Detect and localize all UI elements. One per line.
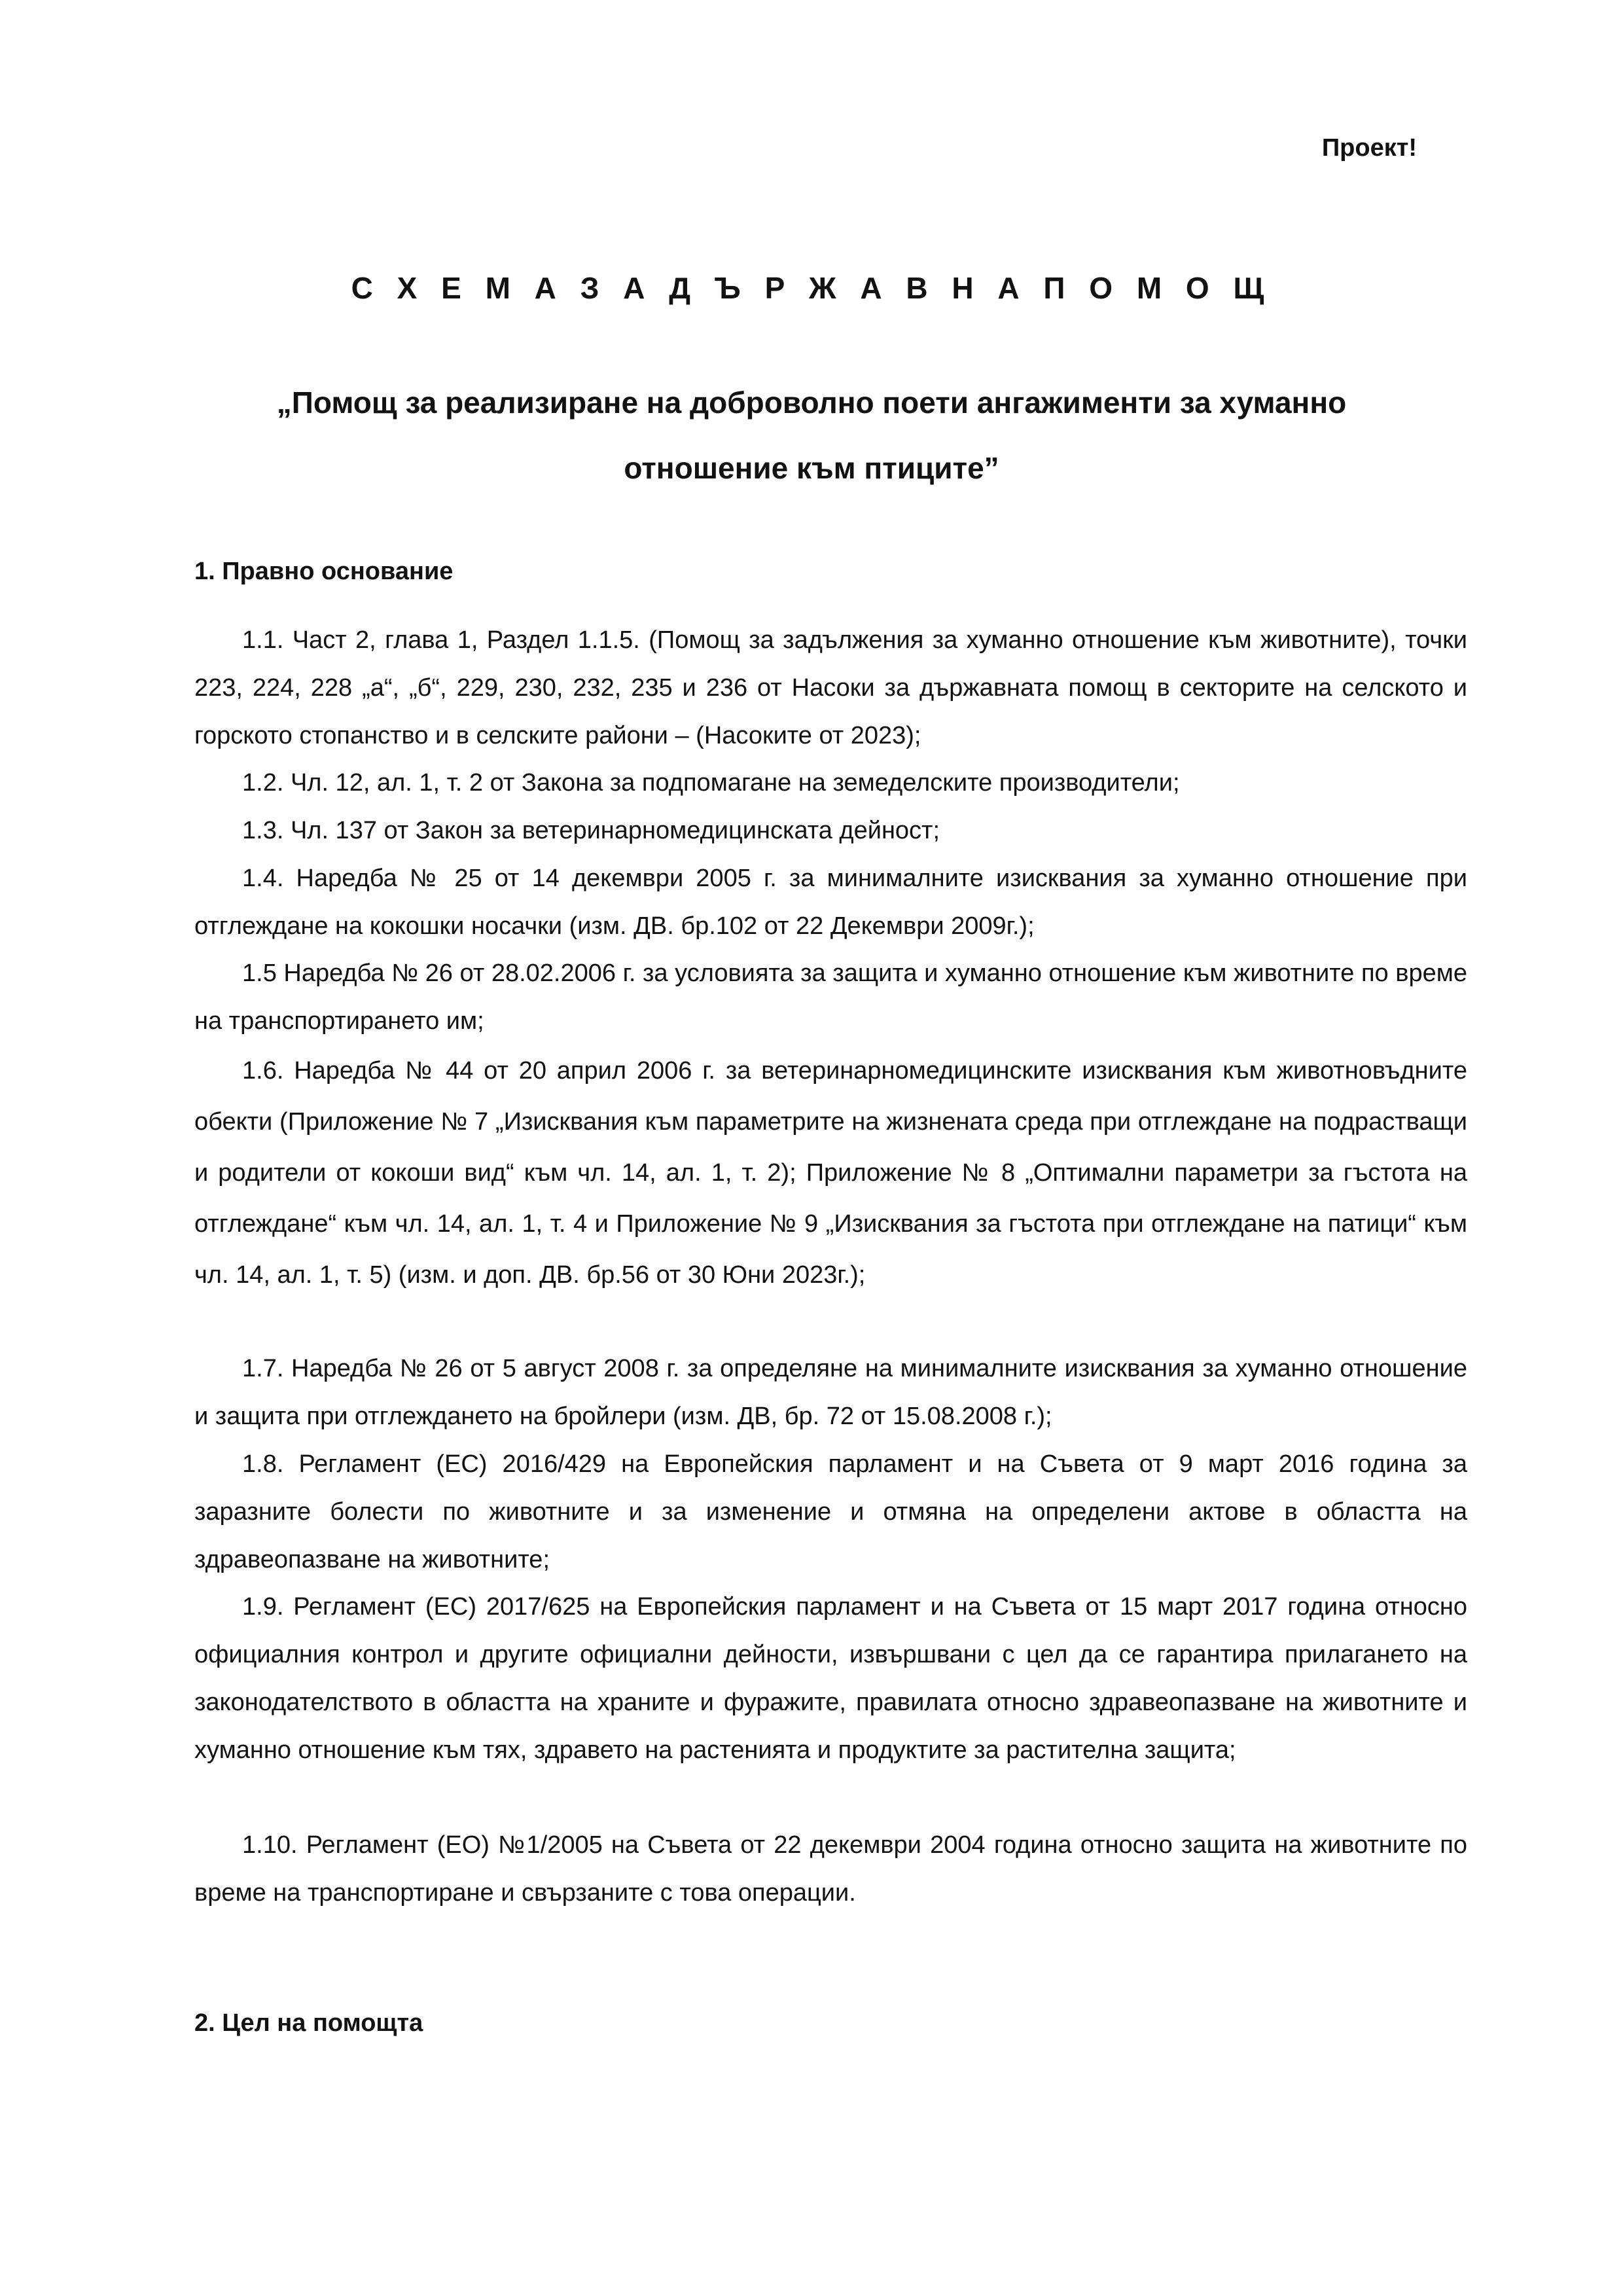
legal-basis-item-1-2: 1.2. Чл. 12, ал. 1, т. 2 от Закона за подпомагане на земеделските производители; [242, 769, 1180, 797]
legal-basis-item-1-10: 1.10. Регламент (ЕО) №1/2005 на Съвета от 22 декември 2004 година относно защита на животните по време на транспортиране и свързаните с това операции. [194, 1831, 1467, 1907]
legal-basis-item-1-3: 1.3. Чл. 137 от Закон за ветеринарномедицинската дейност; [242, 817, 940, 844]
legal-basis-item-1-5: 1.5 Наредба № 26 от 28.02.2006 г. за условията за защита и хуманно отношение към животните по време на транспортирането им; [194, 960, 1467, 1035]
legal-basis-item-1-4: 1.4. Наредба № 25 от 14 декември 2005 г. за минималните изисквания за хуманно отношение при отглеждане на кокошки носачки (изм. ДВ. бр.102 от 22 Декември 2009г.); [194, 865, 1467, 940]
legal-basis-item-1-6: 1.6. Наредба № 44 от 20 април 2006 г. за ветеринарномедицинските изисквания към животновъдните обекти (Приложение № 7 „Изисквания към параметрите на жизнената среда при отглеждане на подрастващи и родители от кокоши вид“ към чл. 14, ал. 1, т. 2); Приложение № 8 „Оптимални параметри за гъстота на отглеждане“ към чл. 14, ал. 1, т. 4 и Приложение № 9 „Изисквания за гъстота при отглеждане на патици“ към чл. 14, ал. 1, т. 5) (изм. и доп. ДВ. бр.56 от 30 Юни 2023г.); [194, 1057, 1467, 1289]
legal-basis-item-1-8: 1.8. Регламент (ЕС) 2016/429 на Европейския парламент и на Съвета от 9 март 2016 година за заразните болести по животните и за изменение и отмяна на определени актове в областта на здравеопазване на животните; [194, 1450, 1467, 1573]
draft-label: Проект! [1321, 134, 1417, 162]
document-title: С Х Е М А З А Д Ъ Р Ж А В Н А П О М О Щ [351, 271, 1272, 305]
legal-basis-item-1-9: 1.9. Регламент (ЕС) 2017/625 на Европейския парламент и на Съвета от 15 март 2017 година относно официалния контрол и другите официални дейности, извършвани с цел да се гарантира прилагането на законодателството в областта на храните и фуражите, правилата относно здравеопазване на животните и хуманно отношение към тях, здравето на растенията и продуктите за растителна защита; [194, 1593, 1467, 1764]
section-heading-legal-basis: 1. Правно основание [194, 558, 454, 585]
legal-basis-item-1-1: 1.1. Част 2, глава 1, Раздел 1.1.5. (Помощ за задължения за хуманно отношение към животните), точки 223, 224, 228 „а“, „б“, 229, 230, 232, 235 и 236 от Насоки за държавната помощ в секторите на селското и горското стопанство и в селските райони – (Насоките от 2023); [194, 626, 1467, 749]
legal-basis-item-1-7: 1.7. Наредба № 26 от 5 август 2008 г. за определяне на минималните изисквания за хуманно отношение и защита при отглеждането на бройлери (изм. ДВ, бр. 72 от 15.08.2008 г.); [194, 1355, 1467, 1430]
document-subtitle: „Помощ за реализиране на доброволно поети ангажименти за хуманно отношение към птиците” [276, 386, 1347, 485]
section-heading-aid-purpose: 2. Цел на помощта [194, 2009, 423, 2037]
